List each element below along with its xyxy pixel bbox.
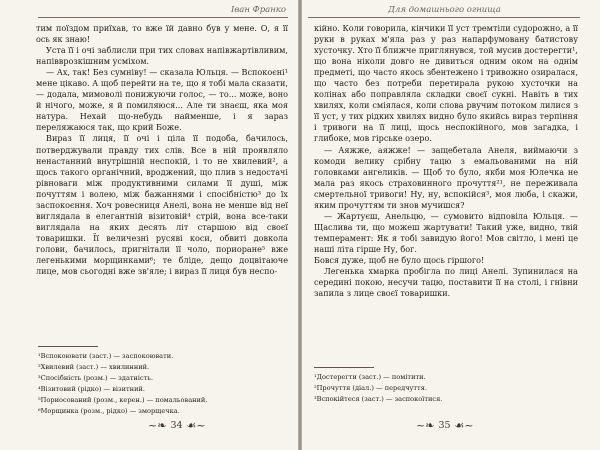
paragraph: — Аяжже, аяжже! — защебетала Анеля, виймаючи з комоди велику срібну тацю з емальованими на ній головками ангеликів. — Щоб то було, якби моя Юлечка не мала раз якось страховинного прочуття²¹, не переживала смертельної тривоги! Ну, ну, вспокійся³, моя люба, і скажи, яким прочуттям ти знов мучишся? (314, 144, 578, 210)
paragraph: Вираз її лиця, її очі і ціла її подоба, бачилось, потверджували правду тих слів. Все в ній проявляло ненастанний внутрішній неспокій, і то не хвилевий², а щось такого органічний, вроджений, що плив з недостачі рівноваги між продуктивними силами її душі, між почуттям і волею, між бажаннями і спосібністю³ до їх заспокоєння. Хоч ровесниця Анелі, вона не менше від неї виглядала в елегантній візитовій⁴ стрій, вона все-таки виглядала на яких десять літ старшою від своєї товаришки. Її величезні русяві коси, обвиті довкола голови, бачилось, пригнітали її чоло, пориоране⁵ вже легенькими морщинками⁶; те бліде, дещо доцвітаюче лице, мов сьогодні вже зв'яле; і вираз її лиця був неспо- (36, 133, 288, 277)
paragraph: кійно. Коли говорила, кінчики її уст тремтіли судорожно, а її руки в руках м'яла раз у раз напарфумовану батистову хусточку. Хто її ближче приглянувся, той мусив достерегти¹, що вона ніколи довго не дивиться одним оком на однім предметі, що часто якось збентежено і тривожно озиралася, що часто без потреби перетирала рукою хусточки на колінах або поправляла складки своєї сукні. Навіть в тих хвилях, коли сміялася, коли слова рвучим потоком лилися з її уст, у тих рідких хвилях видно було якийсь вираз терпіння і тривоги на її лиці, щось неспокійного, мов загадка, і глибоке, мов гірське озеро. (314, 23, 578, 144)
paragraph: Уста її і очі заблисли при тих словах напівжартівливим, напівврозкішним усміхом. (36, 45, 288, 67)
footnote: ³Спосібність (розм.) — здатність. (38, 373, 154, 382)
footnote: ³Вспокійтеся (заст.) — заспокоїтися. (314, 394, 443, 403)
footnote: ²Прочуття (діал.) — передчуття. (314, 383, 427, 392)
paragraph: Бовся дуже, щоб не було щось гіршого! (314, 254, 485, 265)
page-number: 34 (170, 420, 183, 431)
right-page (302, 0, 600, 450)
right-footnotes (314, 372, 578, 405)
footnote-rule (314, 367, 374, 368)
paragraph: — Жартуєш, Анельцю, — сумовито відповіла Юльця. — Щаслива ти, що можеш жартувати! Такий уже, видно, твій темперамент: Як я тобі завидую його! Мов світло, і мені це наші літа гірше Ну, бог. (314, 210, 578, 254)
footnote: ²Хвилевий (заст.) — хвилинний. (38, 362, 150, 371)
ornament-right-icon: ☙~ (186, 419, 206, 432)
footnote-rule (38, 346, 98, 347)
page-folio (148, 419, 206, 432)
left-body-text (36, 23, 288, 277)
header-rule (308, 17, 580, 18)
footnote: ⁵Пориосований (розм., керен.) — помальований. (38, 395, 208, 404)
paragraph: Легенька хмарка пробігла по лиці Анелі. Зупинилася на середині покою, несучи тацю, поставити її на столі, і гнівни запила з лице своєї товаришки. (314, 266, 578, 299)
footnote: ⁶Морщинка (розм., рідко) — зморщечка. (38, 406, 180, 415)
right-body-text (314, 23, 578, 299)
ornament-right-icon: ☙~ (454, 419, 474, 432)
left-page (0, 0, 298, 450)
page-number: 35 (438, 420, 451, 431)
footnote: ¹Вспокоювати (заст.) — заспокоювати. (38, 352, 174, 360)
running-header-title: Для домашнього огнища (388, 5, 501, 15)
paragraph: — Ах, так! Без сумніву! — сказала Юльця. — Вспокоєні¹ мене цікаво. А щоб перейти на те, що я тобі мала сказати, — додала, мимоволі понижуючи голос, — то... може, воно й нічого, може, я й помиляюся... Але ти знаєш, яка моя натура. Нехай що-небудь найменше, і я зараз переляжаюся так, що крий Боже. (36, 67, 288, 133)
left-footnotes (38, 351, 288, 416)
ornament-left-icon: ~❧ (148, 419, 167, 432)
paragraph: тим поїздом приїхав, то вже їй давно був у мене. О, я її ось як знаю! (36, 23, 288, 45)
page-folio (416, 419, 474, 432)
footnote: ¹Достерегти (заст.) — помітити. (314, 373, 426, 381)
ornament-left-icon: ~❧ (416, 419, 435, 432)
running-header-author: Іван Франко (230, 5, 286, 15)
header-rule (38, 17, 288, 18)
footnote: ⁴Візитовий (рідко) — візитний. (38, 384, 145, 393)
